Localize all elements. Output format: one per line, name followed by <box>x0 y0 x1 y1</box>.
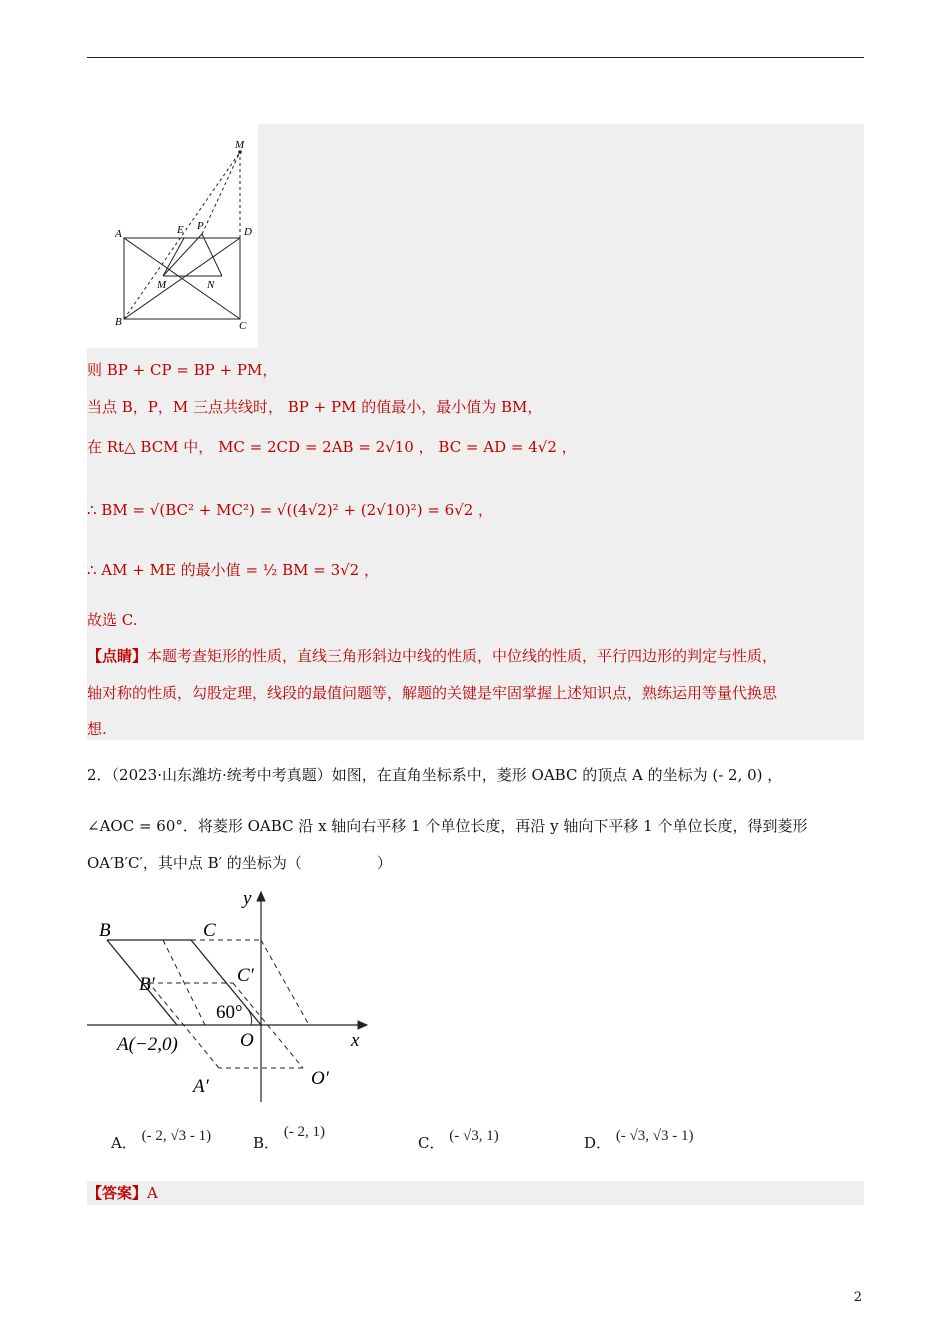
figure2-diagram <box>87 880 387 1110</box>
solution-line-4: ∴ BM = √(BC² + MC²) = √((4√2)² + (2√10)²) = 6√2 ， <box>87 501 494 519</box>
label-B: B <box>115 316 122 328</box>
option-C-value: (- √3, 1) <box>449 1128 499 1144</box>
label-M: M <box>157 279 167 291</box>
option-B-value: (- 2, 1) <box>283 1124 326 1140</box>
angle-arc <box>247 1008 251 1025</box>
page-number: 2 <box>853 1290 862 1305</box>
answer-value: A <box>147 1184 158 1202</box>
dashed-C-line-right <box>261 940 309 1025</box>
label-C-prime: C′ <box>237 965 254 986</box>
answer-tag: 【答案】 <box>87 1184 148 1202</box>
label-B-prime: B′ <box>139 974 155 995</box>
label-M-top: M <box>235 139 245 151</box>
comment-tag: 【点睛】 <box>87 647 148 665</box>
label-C: C <box>203 920 216 941</box>
answer-background <box>87 1181 864 1205</box>
option-C[interactable] <box>418 1128 499 1153</box>
option-D-value: (- √3, √3 - 1) <box>615 1128 694 1144</box>
answer-line <box>87 1183 158 1203</box>
option-B-letter: B． <box>253 1134 280 1152</box>
option-D[interactable] <box>584 1128 694 1153</box>
label-C: C <box>239 320 247 332</box>
solution-line-2: 当点 B，P，M 三点共线时， BP + PM 的值最小，最小值为 BM， <box>87 398 543 416</box>
label-O-prime: O′ <box>311 1068 329 1089</box>
label-A: A <box>115 228 122 240</box>
figure1-diagram <box>87 124 258 348</box>
comment-line-3: 想. <box>87 720 107 738</box>
label-angle: 60° <box>216 1002 243 1023</box>
label-y: y <box>243 888 252 909</box>
option-A[interactable] <box>111 1128 212 1153</box>
label-P: P <box>197 220 204 232</box>
comment-line-1 <box>87 646 777 666</box>
label-A-prime: A′ <box>193 1076 209 1097</box>
solution-line-1: 则 BP + CP = BP + PM， <box>87 361 278 379</box>
label-B: B <box>99 920 111 941</box>
label-A: A(−2,0) <box>117 1034 178 1055</box>
segment-PN <box>202 234 222 276</box>
solution-line-3: 在 Rt△ BCM 中， MC = 2CD = 2AB = 2√10 ， BC = AD = 4√2 ， <box>87 438 577 456</box>
label-x: x <box>351 1030 360 1051</box>
label-D: D <box>244 226 252 238</box>
question2-line-3: OA′B′C′，其中点 B′ 的坐标为（ ） <box>87 854 392 872</box>
comment-text-1: 本题考查矩形的性质，直线三角形斜边中线的性质，中位线的性质，平行四边形的判定与性质， <box>147 647 778 665</box>
dashed-PM <box>202 152 240 234</box>
comment-line-2: 轴对称的性质，勾股定理，线段的最值问题等，解题的关键是牢固掌握上述知识点，熟练运用等量代换思 <box>87 684 778 702</box>
option-C-letter: C． <box>418 1134 445 1152</box>
label-O: O <box>240 1030 254 1051</box>
option-D-letter: D． <box>584 1134 612 1152</box>
label-N: N <box>207 279 215 291</box>
question2-line-1: 2．（2023·山东潍坊·统考中考真题）如图，在直角坐标系中，菱形 OABC 的顶点 A 的坐标为 (- 2, 0) ， <box>87 766 783 784</box>
option-A-value: (- 2, √3 - 1) <box>141 1128 212 1144</box>
question2-line-2: ∠AOC = 60°．将菱形 OABC 沿 x 轴向右平移 1 个单位长度，再沿 y 轴向下平移 1 个单位长度，得到菱形 <box>87 817 808 835</box>
option-B[interactable] <box>253 1124 326 1153</box>
header-rule <box>87 57 864 58</box>
label-E: E <box>177 224 184 236</box>
solution-line-6: 故选 C. <box>87 611 138 629</box>
option-A-letter: A． <box>111 1134 137 1152</box>
solution-line-5: ∴ AM + ME 的最小值 = ½ BM = 3√2 ， <box>87 561 379 579</box>
